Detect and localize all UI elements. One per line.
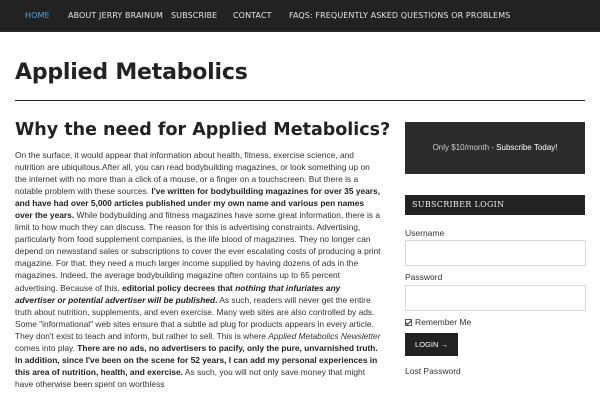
post-emphasis-text: editorial policy decrees that: [122, 282, 236, 293]
remember-me-checkbox[interactable]: [405, 319, 412, 326]
post-text: While bodybuilding and fitness magazines have some great information, there is a limit to how much they can discuss. The reason for this is advertising constraints. Advertising, particularly from food supplement companies, is the life blood of magazines. They no longer can depend on newsstand sales or subscriptions to cover the ever escalating costs of producing a print magazine. For that, they need a much larger income supplied by having dozens of ads in the magazines. Indeed, the average bodybuilding magazine often contains up to 65 percent advertising. Because of this,: [15, 210, 381, 293]
password-input[interactable]: [405, 285, 586, 311]
login-button[interactable]: LOGIN →: [405, 333, 458, 356]
nav-faqs[interactable]: FAQS: FREQUENTLY ASKED QUESTIONS OR PROBLEMS: [289, 11, 511, 20]
post-emphasis: I've written for bodybuilding magazines for over 35 years, and have had over 5,000 articles published under my own name and various pen names over the years.: [15, 186, 381, 221]
post-emphasis-italic: nothing that infuriates any advertiser or potential advertiser will be published: [15, 282, 341, 305]
remember-me-label: Remember Me: [415, 317, 472, 327]
lost-password-link[interactable]: Lost Password: [405, 366, 461, 376]
post-title: Why the need for Applied Metabolics?: [15, 120, 391, 140]
nav-home[interactable]: HOME: [25, 11, 50, 20]
post-italic: Applied Metabolics Newsletter: [268, 330, 381, 341]
post-text: As such, you will not only save money that might have otherwise been spent on worthless: [15, 366, 366, 389]
post-body: [15, 149, 381, 390]
remember-me-row[interactable]: [405, 316, 471, 328]
post-text: As such, readers will never get the entire truth about nutrition, supplements, and even exercise. Many web sites are also controlled by ads. Some "informational" web sites ensure that a subtle ad plug for products appears in every article. They don't exist to teach and inform, but rather to sell. This is where: [15, 294, 375, 341]
subscribe-promo: [405, 122, 585, 174]
password-label: Password: [405, 272, 443, 282]
post-emphasis-text: .: [215, 294, 218, 305]
post-emphasis: There are no ads, no advertisers to pacify, only the pure, unvarnished truth. In addition, since I've been on the scene for 52 years, I can add my personal experiences in this area of nutrition, health, and exercise.: [15, 342, 378, 377]
nav-about-jerry-brainum[interactable]: ABOUT JERRY BRAINUM: [68, 11, 164, 20]
username-label: Username: [405, 228, 445, 238]
nav-subscribe[interactable]: SUBSCRIBE: [171, 11, 218, 20]
subscribe-today-link[interactable]: Subscribe Today!: [496, 143, 558, 152]
username-input[interactable]: [405, 240, 586, 266]
site-title[interactable]: Applied Metabolics: [15, 60, 248, 85]
top-navigation: [0, 0, 600, 32]
nav-contact[interactable]: CONTACT: [233, 11, 272, 20]
title-divider: [15, 100, 585, 101]
promo-text: Only $10/month -: [432, 143, 497, 152]
post-text: On the surface, it would appear that information about health, fitness, exercise science, and nutrition are ubiquitous.After all, you can read bodybuilding magazines, or look something up on the internet with no more than a click of a mouse, or a finger on a touchscreen. But there is a notable problem with these sources.: [15, 150, 370, 197]
post-text: comes into play.: [15, 342, 78, 353]
subscriber-login-header: SUBSCRIBER LOGIN: [405, 195, 585, 215]
